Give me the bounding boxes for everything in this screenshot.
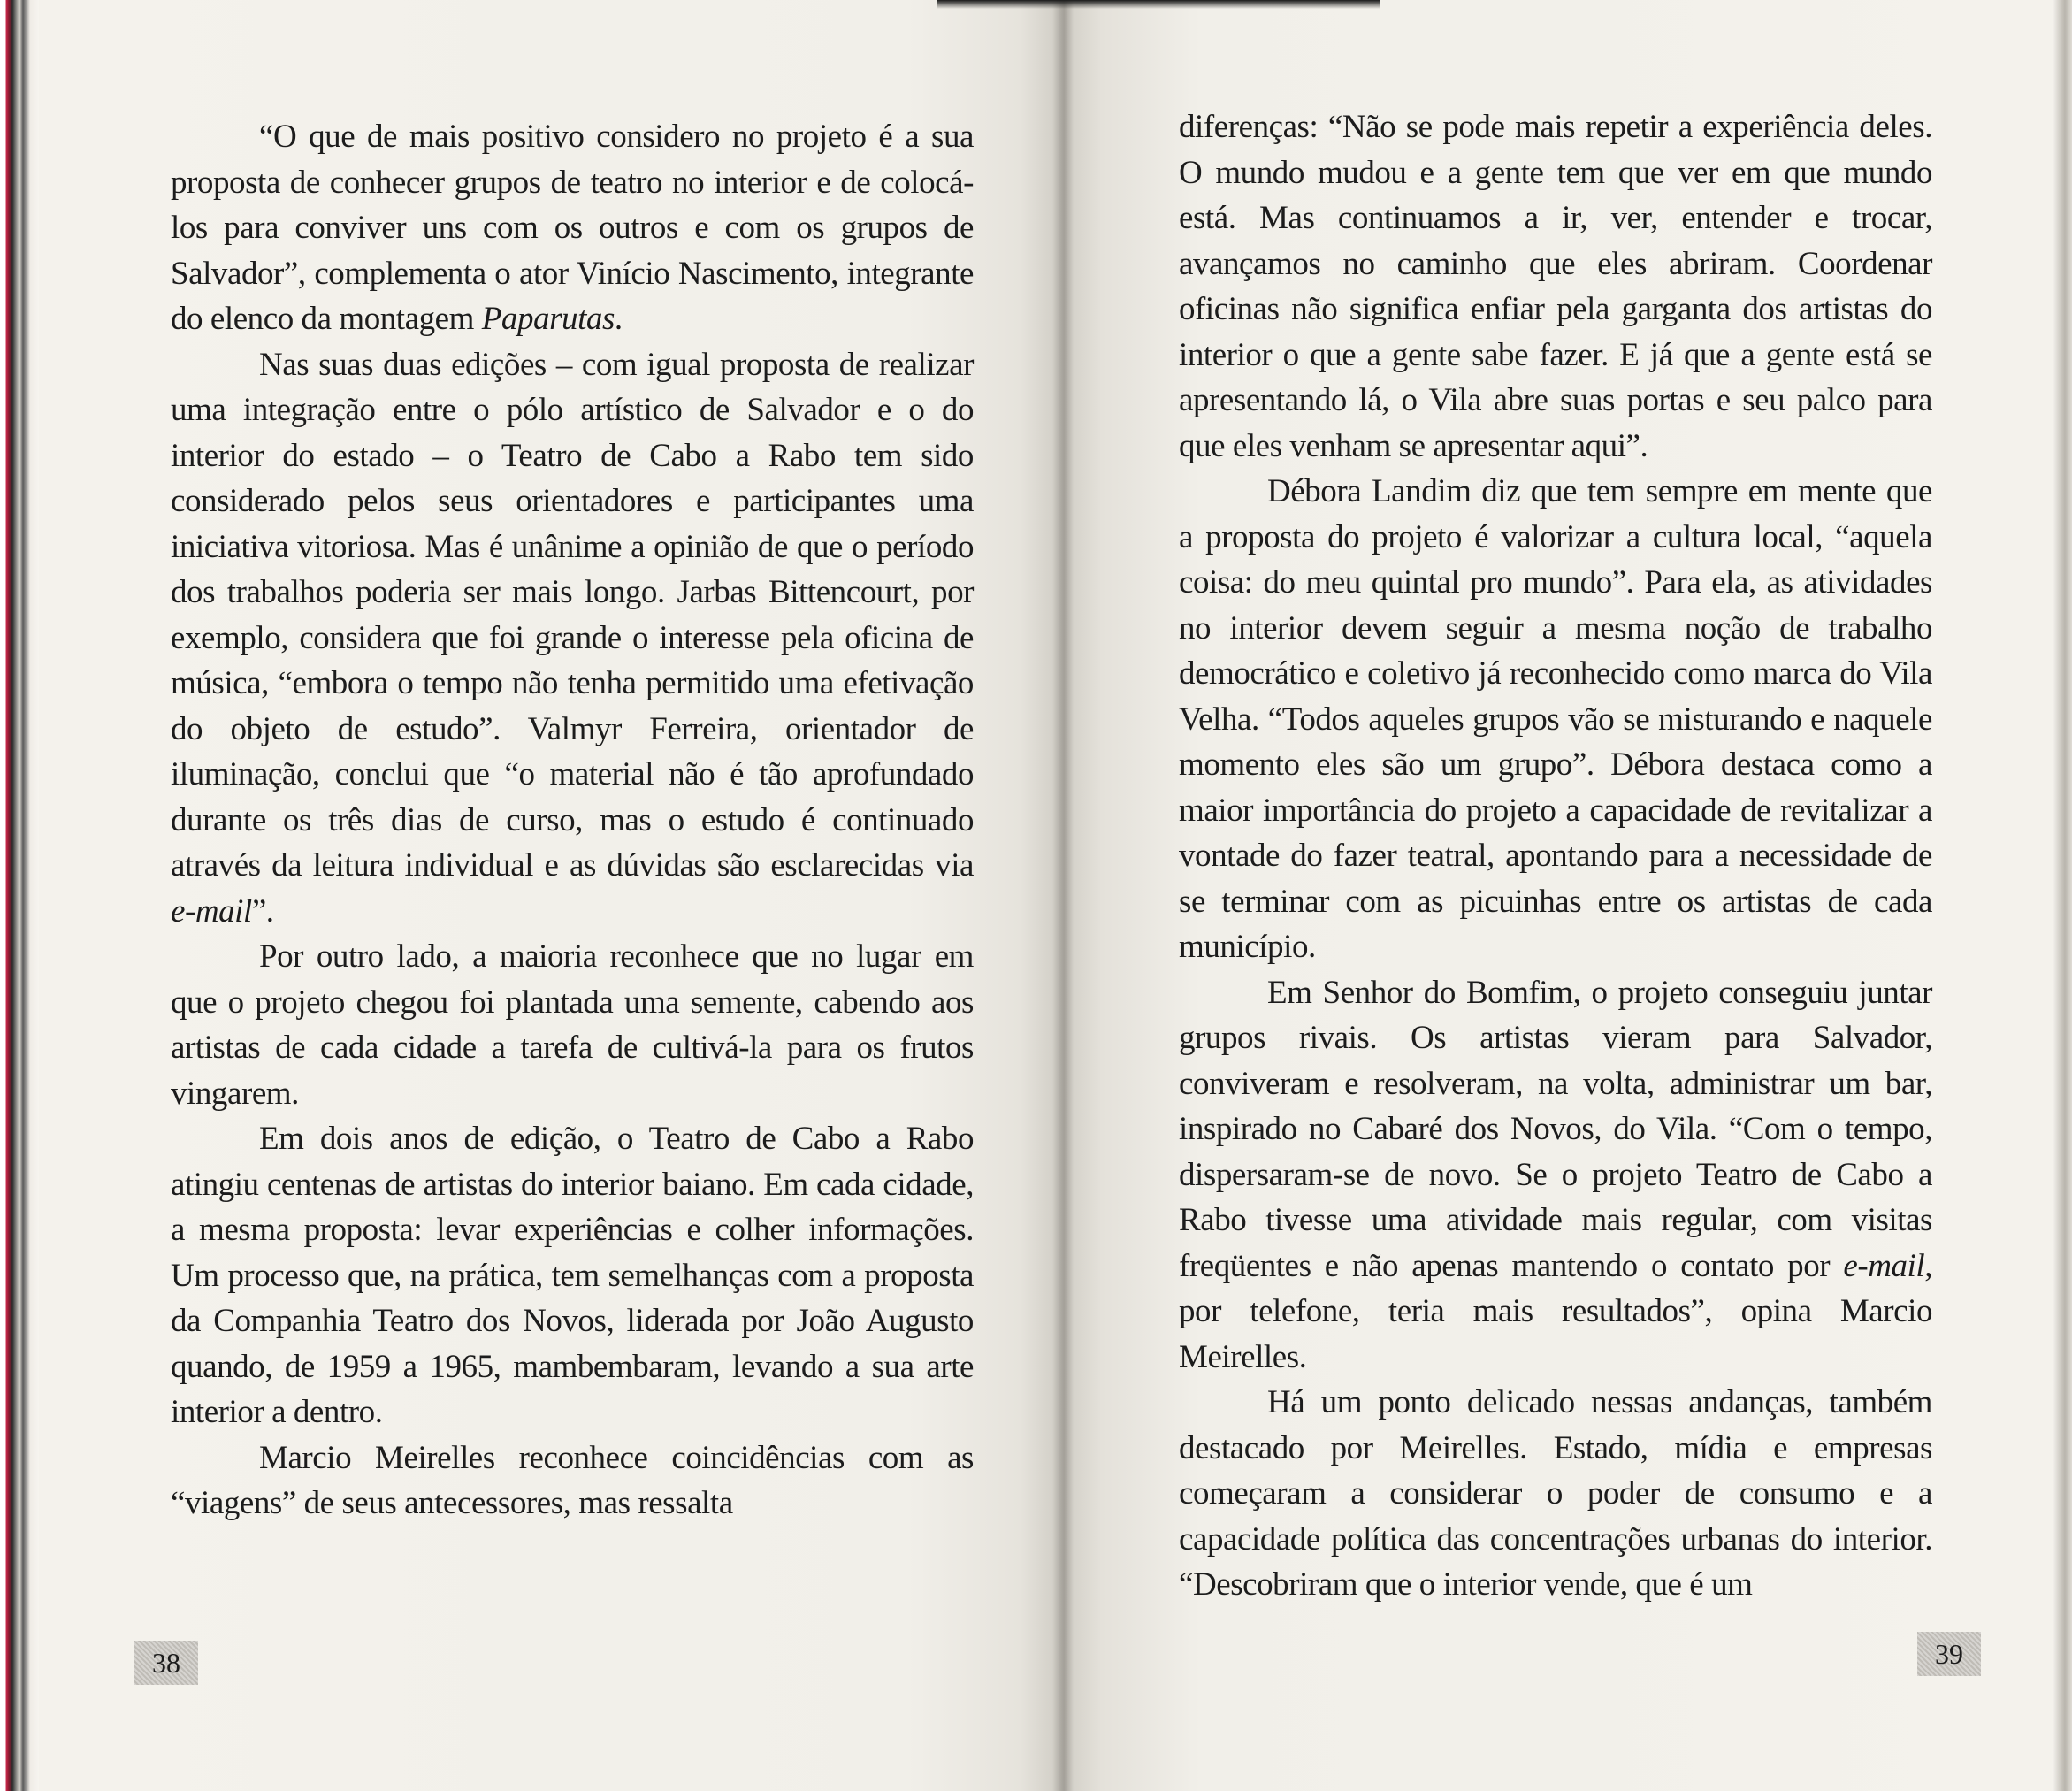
paragraph (1179, 104, 1932, 469)
page-number-right: 39 (1917, 1632, 1981, 1676)
left-page-text (171, 114, 974, 1527)
spine-shadow (937, 0, 1380, 9)
paragraph (1179, 1380, 1932, 1608)
paragraph (1179, 469, 1932, 970)
text-run: , por telefone, teria mais resultados”, opina Marcio Meirelles. (1179, 1247, 1932, 1375)
text-run: diferenças: “Não se pode mais repetir a experiência deles. O mundo mudou e a gente tem que ver em que mundo está. Mas continuamos a ir, ver, entender e trocar, avançamos no caminho que eles abriram. Coordenar oficinas não significa enfiar pela garganta dos artistas do interior o que a gente sabe fazer. E já que a gente está se apresentando lá, o Vila abre suas portas e seu palco para que eles venham se apresentar aqui”. (1179, 109, 1932, 464)
text-run: Nas suas duas edições – com igual proposta de realizar uma integração entre o pólo artístico de Salvador e o do interior do estado – o Teatro de Cabo a Rabo tem sido considerado pelos seus orientadores e participantes uma iniciativa vitoriosa. Mas é unânime a opinião de que o período dos trabalhos poderia ser mais longo. Jarbas Bittencourt, por exemplo, considera que foi grande o interesse pela oficina de música, “embora o tempo não tenha permitido uma efetivação do objeto de estudo”. Valmyr Ferreira, orientador de iluminação, conclui que “o material não é tão aprofundado durante os três dias de curso, mas o estudo é continuado através da leitura individual e as dúvidas são esclarecidas via (171, 346, 974, 884)
paragraph (171, 934, 974, 1116)
text-run: Em dois anos de edição, o Teatro de Cabo a Rabo atingiu centenas de artistas do interior baiano. Em cada cidade, a mesma proposta: levar experiências e colher informações. Um processo que, na prática, tem semelhanças com a proposta da Companhia Teatro dos Novos, liderada por João Augusto quando, de 1959 a 1965, mambembaram, levando a sua arte interior a dentro. (171, 1121, 974, 1430)
paragraph (171, 114, 974, 342)
paragraph (171, 342, 974, 935)
text-run: Há um ponto delicado nessas andanças, também destacado por Meirelles. Estado, mídia e empresas começaram a considerar o poder de consumo e a capacidade política das concentrações urbanas do interior. “Descobriram que o interior vende, que é um (1179, 1384, 1932, 1603)
page-number-left: 38 (134, 1641, 198, 1685)
book-gutter (1052, 0, 1074, 1791)
text-run: Em Senhor do Bomfim, o projeto conseguiu juntar grupos rivais. Os artistas vieram para Salvador, conviveram e resolveram, na volta, administrar um bar, inspirado no Cabaré dos Novos, do Vila. “Com o tempo, dispersaram-se de novo. Se o projeto Teatro de Cabo a Rabo tivesse uma atividade mais regular, com visitas freqüentes e não apenas mantendo o contato por (1179, 974, 1932, 1284)
text-run: Por outro lado, a maioria reconhece que no lugar em que o projeto chegou foi plantada uma semente, cabendo aos artistas de cada cidade a tarefa de cultivá-la para os frutos vingarem. (171, 938, 974, 1112)
paragraph (1179, 970, 1932, 1381)
text-run: Marcio Meirelles reconhece coincidências com as “viagens” de seus antecessores, mas ressalta (171, 1439, 974, 1521)
text-run: . (614, 301, 623, 337)
italic-text: Paparutas (481, 301, 615, 337)
paragraph (171, 1116, 974, 1435)
italic-text: e-mail (171, 892, 252, 930)
right-page-text (1179, 104, 1932, 1608)
text-run: ”. (251, 892, 274, 930)
text-run: “O que de mais positivo considero no projeto é a sua proposta de conhecer grupos de teatro no interior e de colocá-los para conviver uns com os outros e com os grupos de Salvador”, complementa o ator Vinício Nascimento, integrante do elenco da montagem (171, 119, 974, 337)
book-cover-edge (0, 0, 39, 1791)
text-run: Débora Landim diz que tem sempre em mente que a proposta do projeto é valorizar a cultura local, “aquela coisa: do meu quintal pro mundo”. Para ela, as atividades no interior devem seguir a mesma noção de trabalho democrático e coletivo já reconhecido como marca do Vila Velha. “Todos aqueles grupos vão se misturando e naquele momento eles são um grupo”. Débora destaca como a maior importância do projeto a capacidade de revitalizar a vontade do fazer teatral, apontando para a necessidade de se terminar com as picuinhas entre os artistas de cada município. (1179, 473, 1932, 965)
page-stack-edge (2053, 0, 2072, 1791)
paragraph (171, 1435, 974, 1527)
italic-text: e-mail (1843, 1247, 1925, 1284)
